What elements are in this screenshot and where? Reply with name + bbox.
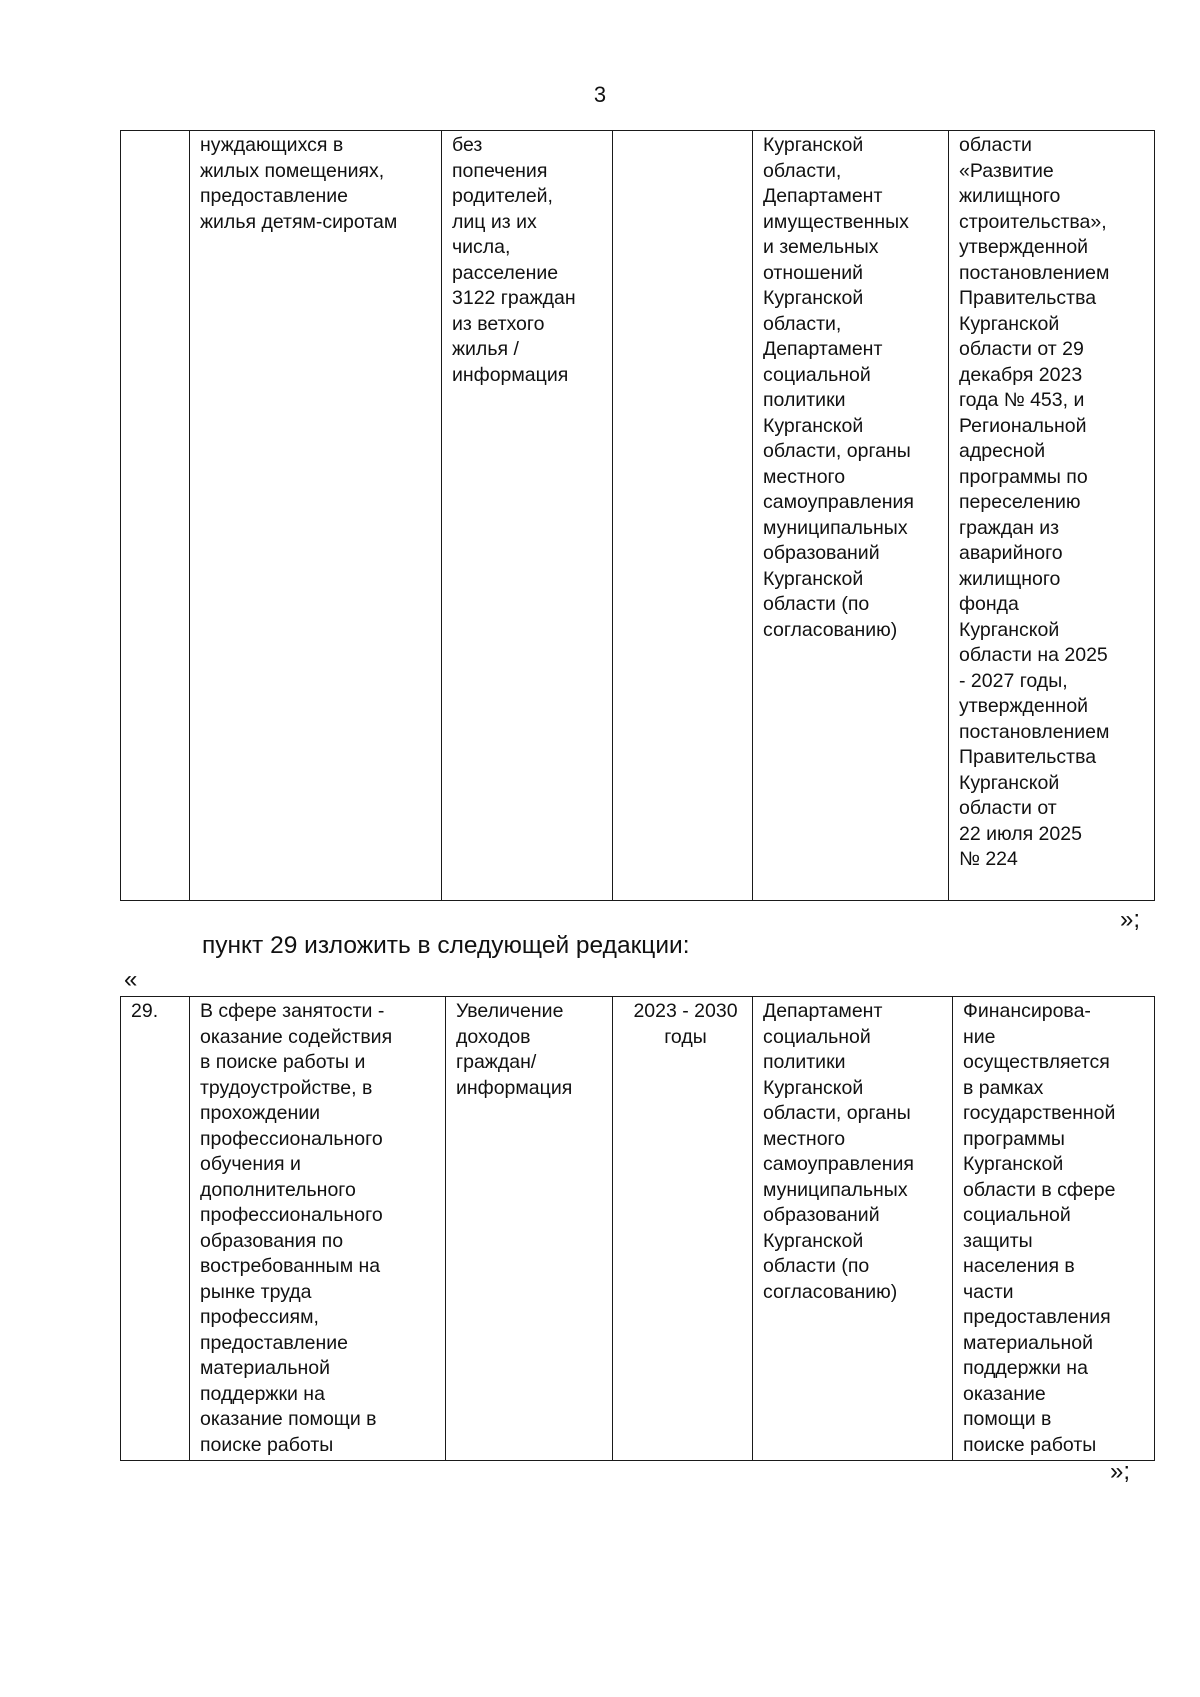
cell-result: Увеличение доходов граждан/ информация bbox=[446, 997, 613, 1461]
cell-responsible: Департамент социальной политики Курганской области, органы местного самоуправления муниципальных образований Курганской области (по согласованию) bbox=[753, 997, 953, 1461]
amendment-instruction: пункт 29 изложить в следующей редакции: bbox=[202, 932, 690, 959]
cell-financing: области «Развитие жилищного строительства», утвержденной постановлением Правительства Курганской области от 29 декабря 2023 года № 453, и Региональной адресной программы по переселению граждан из аварийного жилищного фонда Курганской области на 2025 - 2027 годы, утвержденной постановлением Правительства Курганской области от 22 июля 2025 № 224 bbox=[949, 131, 1155, 901]
cell-financing: Финансирова- ние осуществляется в рамках государственной программы Курганской области в сфере социальной защиты населения в части предоставления материальной поддержки на оказание помощи в поиске работы bbox=[953, 997, 1155, 1461]
page-number: 3 bbox=[593, 82, 607, 107]
opening-quote: « bbox=[124, 966, 138, 993]
cell-responsible: Курганской области, Департамент имущественных и земельных отношений Курганской области, Департамент социальной политики Курганской области, органы местного самоуправления муниципальных образований Курганской области (по согласованию) bbox=[753, 131, 949, 901]
cell-measure: В сфере занятости - оказание содействия в поиске работы и трудоустройстве, в прохождении профессионального обучения и дополнительного профессионального образования по востребованным на рынке труда профессиям, предоставление материальной поддержки на оказание помощи в поиске работы bbox=[190, 997, 446, 1461]
closing-quote: »; bbox=[1120, 906, 1141, 933]
cell-measure: нуждающихся в жилых помещениях, предоставление жилья детям-сиротам bbox=[190, 131, 442, 901]
measures-table-item-29 bbox=[120, 996, 1155, 1461]
closing-quote: »; bbox=[1110, 1458, 1131, 1485]
cell-period bbox=[613, 131, 753, 901]
measures-table-continuation bbox=[120, 130, 1155, 901]
cell-number bbox=[121, 131, 190, 901]
table-row bbox=[121, 131, 1155, 901]
table-row bbox=[121, 997, 1155, 1461]
cell-number: 29. bbox=[121, 997, 190, 1461]
cell-result: без попечения родителей, лиц из их числа, расселение 3122 граждан из ветхого жилья / информация bbox=[442, 131, 613, 901]
cell-period: 2023 - 2030 годы bbox=[613, 997, 753, 1461]
